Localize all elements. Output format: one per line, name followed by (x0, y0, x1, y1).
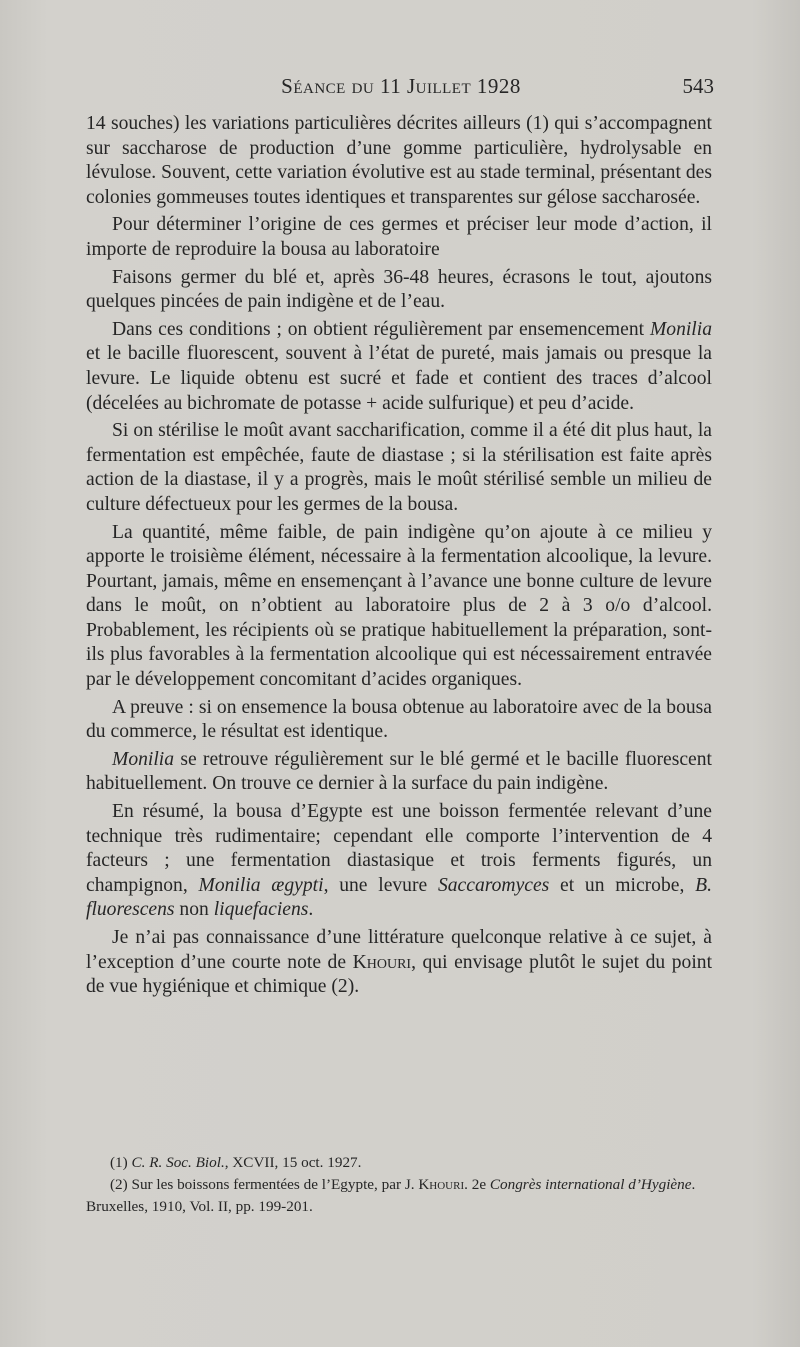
text-run: . (308, 899, 314, 921)
text-run: La quantité, même faible, de pain indigène qu’on ajoute à ce milieu y apporte le troisième élément, nécessaire à la fermentation alcoolique, la levure. Pourtant, jamais, même en ensemençant à l’avance une bonne culture de levure dans le moût, on n’obtient au laboratoire plus de 2 à 3 o/o d’alcool. Probablement, les récipients où se pratique habituellement la préparation, sont-ils plus favorables à la fermentation alcoolique qui est nécessairement entravée par le développement concomitant d’acides organiques. (86, 521, 712, 691)
text-run: , une levure (323, 874, 438, 896)
text-run: Si on stérilise le moût avant saccharification, comme il a été dit plus haut, la fermentation est empêchée, faute de diastase ; si la stérilisation est faite après action de la diastase, il y a progrès, mais le moût stérilisé semble un milieu de culture défectueux pour les germes de la bousa. (86, 420, 712, 515)
italic-text: Monilia (649, 318, 712, 340)
text-run: . 2e (464, 1176, 490, 1193)
author-name: Khouri (418, 1176, 465, 1193)
text-run: Pour déterminer l’origine de ces germes et préciser leur mode d’action, il importe de reproduire la bousa au laboratoire (86, 214, 712, 260)
italic-text: Monilia ægypti (198, 874, 324, 896)
text-run: , qui envisage plutôt le sujet du point de vue hygiénique et chimique (2). (86, 951, 713, 998)
text-run: En résumé, la bousa d’Egypte est une boisson fermentée relevant d’une technique très rudimentaire; cependant elle comporte l’intervention de 4 facteurs ; une fermentation diastasique et trois ferments figurés, un champignon, (86, 801, 712, 896)
text-run: et le bacille fluorescent, souvent à l’état de pureté, mais jamais ou presque la levure. Le liquide obtenu est sucré et fade et contient des traces d’alcool (décelées au bichromate de potasse + acide sulfurique) et peu d’acide. (86, 343, 712, 414)
italic-text: Congrès international d’Hygiène (489, 1176, 692, 1193)
paragraph (86, 419, 712, 517)
italic-text: Saccaromyces (437, 874, 550, 896)
running-header (88, 74, 714, 104)
text-run: Dans ces conditions ; on obtient régulièrement par ensemencement (112, 318, 650, 340)
italic-text: C. R. Soc. Biol. (131, 1154, 225, 1171)
page-number: 543 (682, 74, 714, 98)
footnotes (86, 1152, 712, 1218)
paragraph (86, 926, 712, 1000)
author-name: Khouri (352, 951, 412, 973)
text-run: et un microbe, (549, 874, 696, 896)
paragraph (86, 748, 712, 797)
italic-text: B. fluorescens (86, 874, 712, 921)
paragraph (86, 318, 712, 416)
footnote (86, 1174, 712, 1218)
text-run: (1) (110, 1154, 132, 1171)
footnote (86, 1152, 712, 1174)
body-text (86, 112, 712, 1003)
text-run: (2) Sur les boissons fermentées de l’Egypte, par J. (110, 1176, 419, 1193)
paragraph (86, 800, 712, 923)
text-run: . Bruxelles, 1910, Vol. II, pp. 199-201. (86, 1176, 696, 1215)
text-run: Faisons germer du blé et, après 36-48 heures, écrasons le tout, ajoutons quelques pincées de pain indigène et de l’eau. (86, 266, 712, 313)
text-run: non (174, 899, 214, 921)
paragraph (86, 696, 712, 745)
text-run: se retrouve régulièrement sur le blé germé et le bacille fluorescent habituellement. On trouve ce dernier à la surface du pain indigène. (86, 748, 712, 795)
text-run: A preuve : si on ensemence la bousa obtenue au laboratoire avec de la bousa du commerce, le résultat est identique. (86, 696, 712, 743)
italic-text: liquefaciens (213, 899, 309, 921)
paragraph (86, 112, 712, 210)
text-run: , XCVII, 15 oct. 1927. (224, 1154, 362, 1171)
paragraph (86, 266, 712, 315)
header-title: Séance du 11 Juillet 1928 (281, 74, 521, 98)
paragraph (86, 213, 712, 262)
paragraph (86, 521, 712, 693)
text-run: Je n’ai pas connaissance d’une littérature quelconque relative à ce sujet, à l’exception d’une courte note de (86, 927, 712, 973)
text-run: 14 souches) les variations particulières décrites ailleurs (1) qui s’accompagnent sur saccharose de production d’une gomme particulière, hydrolysable en lévulose. Souvent, cette variation évolutive est au stade terminal, présentant des colonies gommeuses toutes identiques et transparentes sur gélose saccharosée. (86, 113, 712, 208)
italic-text: Monilia (112, 748, 175, 770)
